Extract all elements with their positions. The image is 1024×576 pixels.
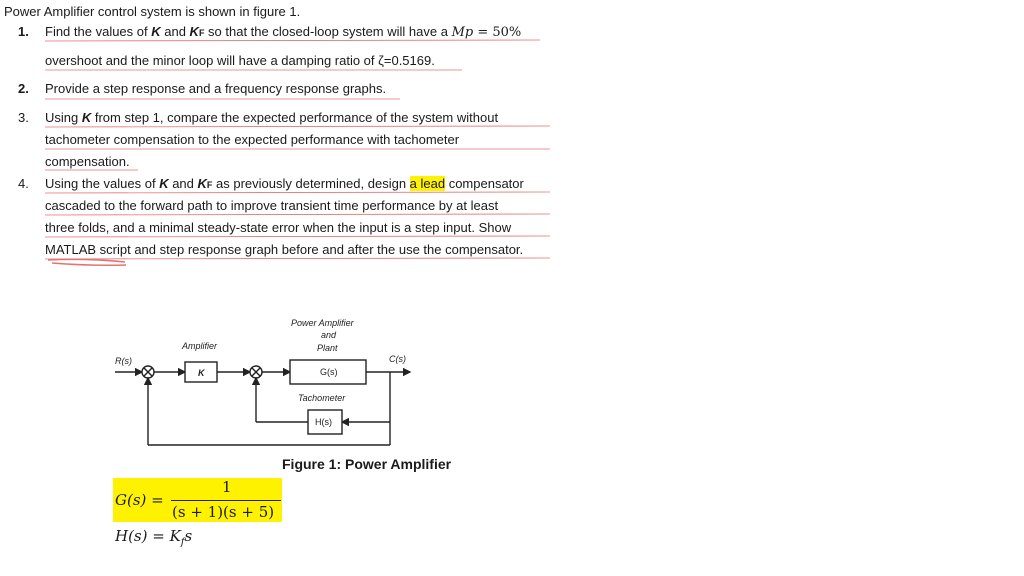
tachometer-label: Tachometer	[298, 393, 346, 403]
q4-line2: cascaded to the forward path to improve transient time performance by at least	[45, 198, 499, 213]
hs-box-label: H(s)	[315, 417, 332, 427]
q4-and: and	[168, 176, 198, 191]
plant-label-3: Plant	[317, 343, 338, 353]
q4-kf: K	[197, 176, 207, 191]
figure-caption: Figure 1: Power Amplifier	[282, 456, 452, 472]
k-box-label: K	[198, 368, 205, 378]
q1-k: K	[151, 24, 161, 39]
q4-kf-sub: F	[206, 180, 213, 190]
q3-line3: compensation.	[45, 154, 130, 169]
g-denominator: (s + 1)(s + 5)	[172, 503, 275, 521]
plant-label-1: Power Amplifier	[291, 318, 354, 328]
q1-kf: K	[189, 24, 199, 39]
g-lhs: G(s) =	[115, 491, 164, 509]
amplifier-label: Amplifier	[182, 341, 218, 351]
q2-text: Provide a step response and a frequency response graphs.	[45, 81, 387, 96]
q4-number: 4.	[18, 176, 29, 191]
h-eq-main: H(s) = K	[115, 527, 181, 545]
header-text: Power Amplifier control system is shown in figure 1.	[4, 4, 301, 19]
q4-line4: MATLAB script and step response graph before and after the use the compensator.	[45, 242, 524, 257]
g-fraction-bar	[171, 500, 281, 501]
q1-kf-sub: F	[198, 28, 205, 38]
q4-mid: as previously determined, design	[212, 176, 410, 191]
h-eq-s: s	[184, 527, 193, 545]
q4-lead-highlight: a lead	[409, 176, 446, 191]
cs-label: C(s)	[389, 354, 406, 364]
h-equation	[115, 527, 192, 548]
q4-pre: Using the values of	[45, 176, 160, 191]
q1-line2: overshoot and the minor loop will have a damping ratio of ζ=0.5169.	[45, 53, 435, 68]
plant-label-2: and	[321, 330, 337, 340]
rs-label: R(s)	[115, 356, 132, 366]
q1-number: 1.	[18, 24, 29, 39]
q3-number: 3.	[18, 110, 29, 125]
q1-and: and	[160, 24, 190, 39]
q1-mp: Mp	[451, 25, 474, 40]
q1-mid: so that the closed-loop system will have a	[204, 24, 452, 39]
g-numerator: 1	[222, 478, 232, 496]
block-diagram	[110, 312, 430, 452]
q3-line2: tachometer compensation to the expected performance with tachometer	[45, 132, 460, 147]
q3-k: K	[81, 110, 92, 125]
q4-post: compensator	[445, 176, 524, 191]
q1-mp-val: = 50%	[473, 25, 522, 40]
q3-pre: Using	[45, 110, 82, 125]
q4-k: K	[159, 176, 169, 191]
q4-line3: three folds, and a minimal steady-state error when the input is a step input. Show	[45, 220, 512, 235]
q1-pre: Find the values of	[45, 24, 152, 39]
q3-post: from step 1, compare the expected performance of the system without	[91, 110, 499, 125]
gs-box-label: G(s)	[320, 367, 338, 377]
q2-number: 2.	[18, 81, 29, 96]
h-eq-sub: f	[180, 537, 185, 548]
